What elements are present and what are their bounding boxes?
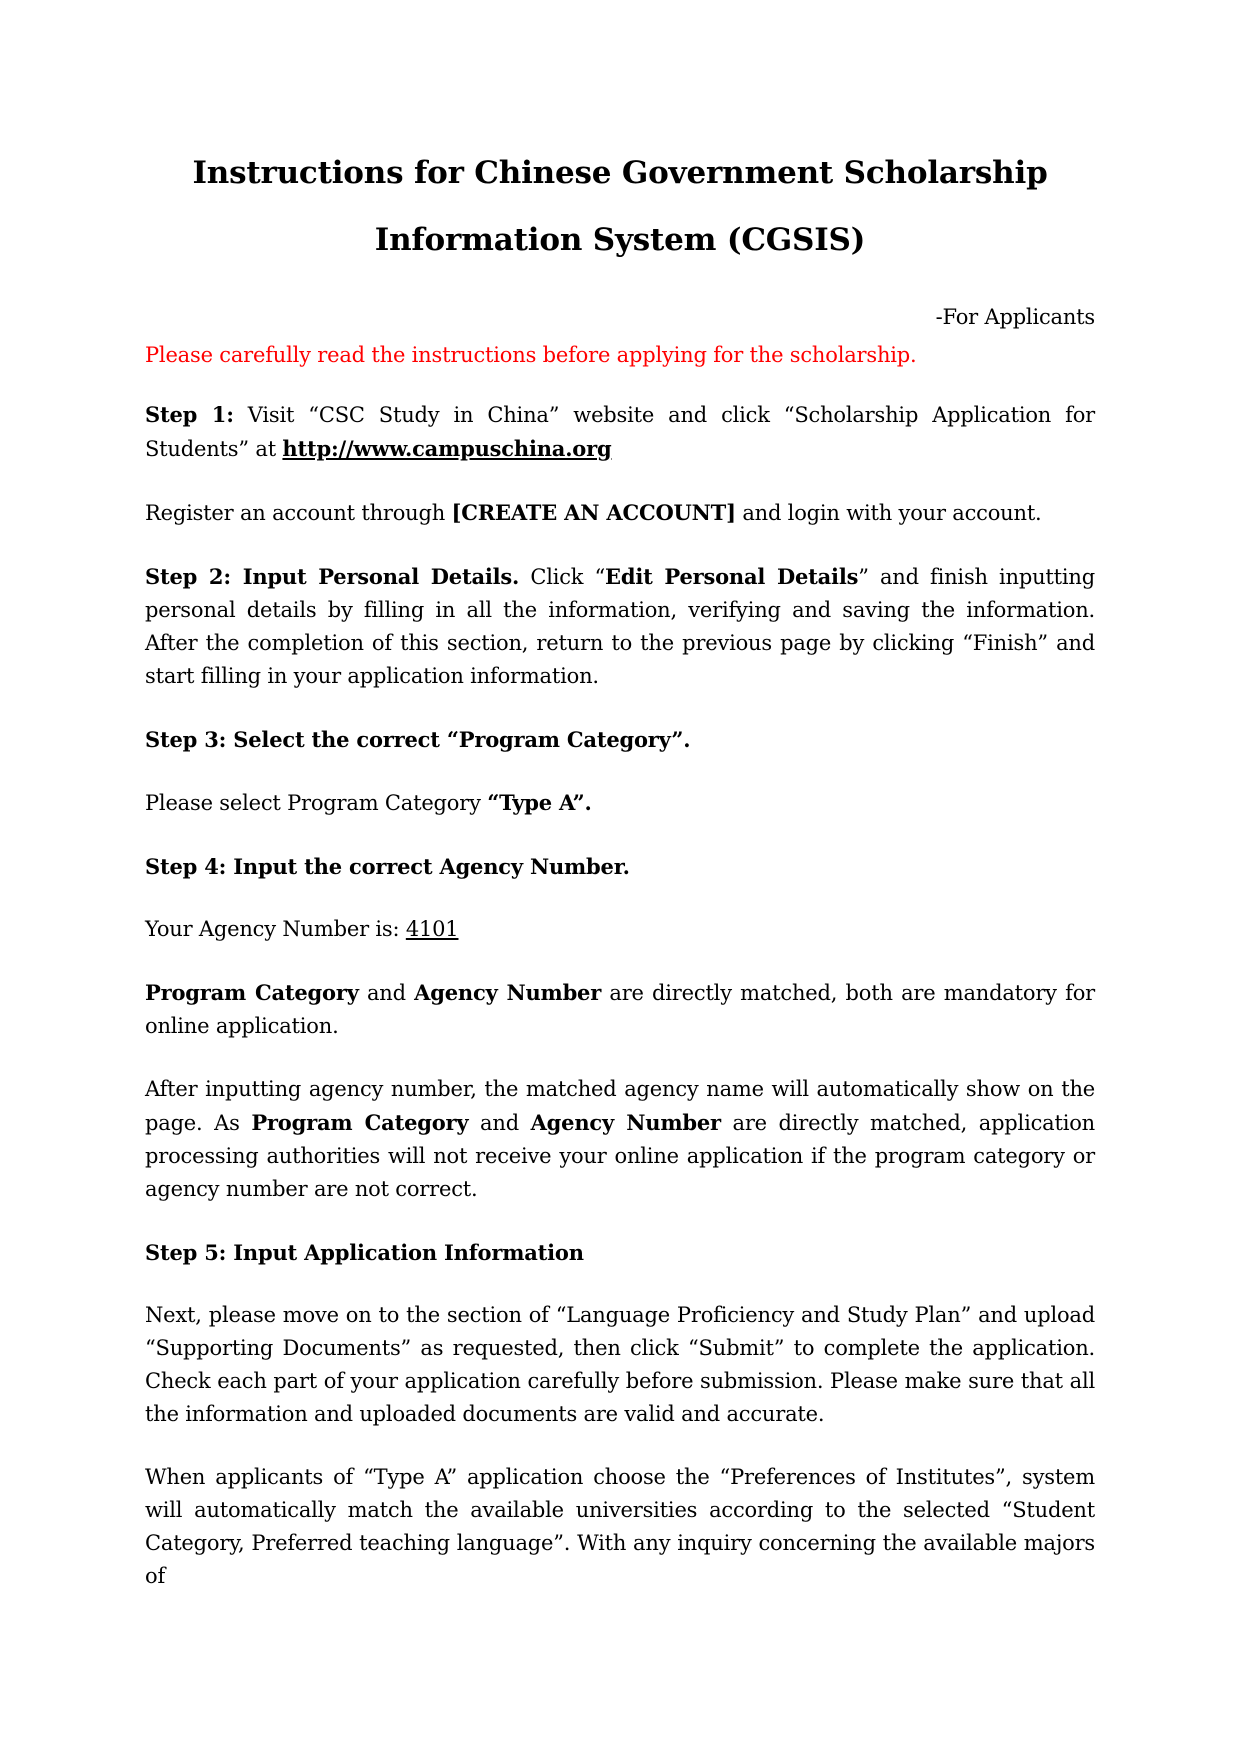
when-applicants-paragraph — [145, 1461, 1095, 1593]
step-5-heading — [145, 1236, 1095, 1269]
program-category-paragraph — [145, 786, 1095, 820]
document-body — [145, 398, 1095, 1593]
text-run: ” and finish inputting personal details by filling in all the information, verifying and saving the information. After the completion of this section, return to the previous page by clicking “Finish” and start filling in your application information. — [145, 565, 1095, 688]
text-run: Next, please move on to the section of “Language Proficiency and Study Plan” and upload “Supporting Documents” as requested, then click “Submit” to complete the application. Check each part of your application carefully before submission. Please make sure that all the information and uploaded documents are valid and accurate. — [145, 1303, 1095, 1426]
text-run: Agency Number — [414, 980, 602, 1005]
byline: -For Applicants — [935, 305, 1095, 329]
agency-number-value: 4101 — [405, 917, 459, 941]
text-run: Your Agency Number is: — [145, 917, 406, 941]
text-run: Step 1: — [145, 402, 234, 427]
document-title — [145, 140, 1095, 274]
text-run: and — [358, 981, 415, 1005]
title-line-2: Information System (CGSIS) — [374, 222, 866, 258]
next-paragraph — [145, 1299, 1095, 1431]
text-run: [CREATE AN ACCOUNT] — [451, 500, 736, 525]
text-run: When applicants of “Type A” application choose the “Preferences of Institutes”, system will automatically match the available universities according to the selected “Student Category, Preferred teaching language”. With any inquiry concerning the available majors of — [145, 1465, 1095, 1588]
text-run: Edit Personal Details — [605, 564, 859, 589]
text-run: Program Category — [145, 980, 359, 1005]
text-run: Visit “CSC Study in China” website and click “Scholarship Application for Students” at — [145, 403, 1096, 461]
step-2-paragraph — [145, 560, 1095, 693]
text-run: and — [468, 1111, 531, 1135]
text-run: Step 5: Input Application Information — [145, 1240, 584, 1265]
text-run: Step 2: Input Personal Details. — [145, 564, 520, 589]
text-run: Step 4: Input the correct Agency Number. — [145, 854, 630, 879]
register-paragraph — [145, 496, 1095, 530]
text-run: Register an account through — [145, 501, 452, 525]
agency-number-paragraph — [145, 913, 1095, 946]
text-run: Step 3: Select the correct “Program Category”. — [145, 727, 691, 752]
after-inputting-paragraph — [145, 1073, 1095, 1206]
text-run: are directly matched, application processing authorities will not receive your online application if the program category or agency number are not correct. — [145, 1111, 1095, 1201]
text-run: Please select Program Category — [145, 791, 488, 815]
text-run: Program Category — [251, 1110, 469, 1135]
text-run: are directly matched, both are mandatory for online application. — [145, 981, 1095, 1038]
campuschina-link[interactable]: http://www.campuschina.org — [282, 436, 612, 461]
matched-paragraph — [145, 976, 1095, 1043]
text-run: “Type A”. — [487, 790, 592, 815]
text-run: After inputting agency number, the matched agency name will automatically show on the page. As — [145, 1077, 1095, 1135]
step-3-heading — [145, 723, 1095, 756]
text-run: Agency Number — [530, 1110, 721, 1135]
notice-text: Please carefully read the instructions before applying for the scholarship. — [145, 343, 917, 367]
title-line-1: Instructions for Chinese Government Scholarship — [192, 155, 1048, 191]
text-run: Click “ — [519, 565, 606, 589]
step-1-paragraph — [145, 398, 1095, 466]
step-4-heading — [145, 850, 1095, 883]
text-run: and login with your account. — [735, 501, 1042, 525]
